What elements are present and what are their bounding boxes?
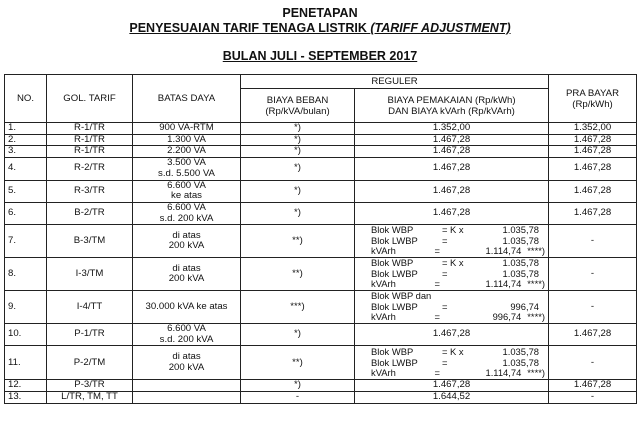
blok-line [371, 279, 545, 290]
table-row [5, 180, 637, 202]
cell-beban: **) [241, 346, 355, 380]
cell-pakai: 1.467,28 [355, 380, 549, 392]
cell-pakai: 1.644,52 [355, 391, 549, 403]
blok-value: 1.035,78 [502, 257, 540, 269]
cell-beban: *) [241, 180, 355, 202]
table-row [5, 123, 637, 135]
batas-line2: 200 kVA [168, 361, 205, 373]
batas-line2: s.d. 5.500 VA [158, 167, 215, 179]
cell-gol: R-1/TR [47, 123, 133, 135]
cell-gol: P-3/TR [47, 380, 133, 392]
table-row [5, 146, 637, 158]
blok-note [539, 347, 545, 358]
table-row [5, 391, 637, 403]
cell-beban: *) [241, 202, 355, 224]
blok-line [371, 246, 545, 257]
blok-operator: = [434, 311, 440, 323]
batas-line2: s.d. 200 kVA [159, 333, 214, 345]
cell-no: 4. [5, 157, 47, 180]
col-header-beban [241, 89, 355, 123]
cell-beban: *) [241, 324, 355, 346]
blok-label: Blok LWBP [371, 300, 418, 312]
blok-line [371, 347, 545, 358]
cell-gol: B-3/TM [47, 225, 133, 258]
cell-no: 10. [5, 324, 47, 346]
cell-gol: R-1/TR [47, 146, 133, 158]
blok-value: 996,74 [492, 311, 522, 323]
blok-value: 1.035,78 [502, 356, 540, 368]
cell-batas [133, 346, 241, 380]
blok-operator: = [441, 300, 448, 312]
doc-title: PENETAPAN [282, 6, 358, 20]
cell-pakai: 1.467,28 [355, 157, 549, 180]
beban-line1: BIAYA BEBAN [266, 94, 329, 106]
table-row [5, 324, 637, 346]
blok-label: kVArh [371, 278, 396, 290]
cell-gol: I-4/TT [47, 291, 133, 324]
cell-batas [133, 180, 241, 202]
cell-batas [133, 202, 241, 224]
cell-pakai: 1.467,28 [355, 134, 549, 146]
col-header-gol: GOL. TARIF [47, 75, 133, 123]
batas-line1: di atas [172, 229, 201, 241]
batas-line1: 3.500 VA [167, 157, 206, 169]
cell-pra: - [549, 291, 637, 324]
blok-operator: = K x [441, 345, 464, 357]
cell-pra: - [549, 346, 637, 380]
blok-operator: = [441, 356, 448, 368]
cell-pra: 1.467,28 [549, 202, 637, 224]
blok-label: kVArh [371, 367, 396, 379]
batas-line1: di atas [172, 262, 201, 274]
blok-operator [442, 291, 483, 302]
cell-no: 7. [5, 225, 47, 258]
cell-pakai: 1.467,28 [355, 146, 549, 158]
blok-label: kVArh [371, 311, 396, 323]
cell-gol: L/TR, TM, TT [47, 391, 133, 403]
blok-label: Blok LWBP [371, 267, 418, 279]
cell-batas [133, 157, 241, 180]
cell-pakai [355, 225, 549, 258]
table-row [5, 157, 637, 180]
blok-note: ****) [527, 367, 545, 379]
blok-operator: = [441, 234, 448, 246]
doc-period: BULAN JULI - SEPTEMBER 2017 [222, 49, 418, 63]
blok-value: 1.114,74 [485, 245, 522, 257]
col-header-no: NO. [5, 75, 47, 123]
blok-note [539, 291, 545, 302]
batas-line2: s.d. 200 kVA [159, 212, 214, 224]
cell-beban: *) [241, 123, 355, 135]
cell-gol: I-3/TM [47, 258, 133, 291]
cell-gol: P-1/TR [47, 324, 133, 346]
table-row [5, 225, 637, 258]
cell-beban: - [241, 391, 355, 403]
col-header-pra [549, 75, 637, 123]
pra-line2: (Rp/kWh) [572, 98, 613, 110]
cell-pra: - [549, 391, 637, 403]
batas-line2: ke atas [171, 190, 202, 202]
cell-no: 13. [5, 391, 47, 403]
cell-pra: 1.467,28 [549, 134, 637, 146]
batas-line1: di atas [172, 351, 201, 363]
cell-gol: R-3/TR [47, 180, 133, 202]
blok-value: 1.114,74 [485, 367, 522, 379]
pakai-line2: DAN BIAYA kVArh (Rp/kVArh) [388, 105, 515, 117]
cell-beban: ***) [241, 291, 355, 324]
cell-pra: 1.467,28 [549, 157, 637, 180]
cell-pra: 1.467,28 [549, 146, 637, 158]
col-header-batas: BATAS DAYA [133, 75, 241, 123]
cell-pakai: 1.467,28 [355, 324, 549, 346]
table-row [5, 380, 637, 392]
blok-operator: = K x [441, 257, 464, 269]
cell-batas [133, 225, 241, 258]
batas-line2: 200 kVA [168, 273, 205, 285]
pakai-line1: BIAYA PEMAKAIAN (Rp/kWh) [387, 94, 516, 106]
cell-gol: B-2/TR [47, 202, 133, 224]
cell-batas [133, 391, 241, 403]
cell-no: 8. [5, 258, 47, 291]
cell-no: 9. [5, 291, 47, 324]
blok-note: ****) [527, 311, 545, 323]
cell-beban: *) [241, 134, 355, 146]
blok-value: 1.035,78 [502, 345, 540, 357]
cell-beban: **) [241, 225, 355, 258]
table-row [5, 291, 637, 324]
col-header-pakai [355, 89, 549, 123]
blok-value: 1.035,78 [502, 234, 540, 246]
cell-batas [133, 123, 241, 135]
blok-line [371, 312, 545, 323]
pra-line1: PRA BAYAR [566, 87, 619, 99]
cell-pakai: 1.467,28 [355, 202, 549, 224]
batas-line2: 200 kVA [168, 240, 205, 252]
cell-pakai: 1.352,00 [355, 123, 549, 135]
cell-beban: **) [241, 258, 355, 291]
blok-label: Blok WBP [371, 257, 414, 269]
cell-batas [133, 146, 241, 158]
cell-pra: 1.352,00 [549, 123, 637, 135]
blok-label: Blok WBP [371, 224, 414, 236]
blok-label: Blok WBP [371, 345, 414, 357]
batas-line1: 6.600 VA [167, 201, 206, 213]
cell-pra: - [549, 258, 637, 291]
table-row [5, 202, 637, 224]
blok-operator: = [434, 367, 440, 379]
cell-beban: *) [241, 380, 355, 392]
blok-operator: = K x [441, 224, 464, 236]
blok-value: 1.114,74 [485, 278, 522, 290]
blok-value: 996,74 [510, 300, 540, 312]
cell-no: 11. [5, 346, 47, 380]
blok-operator: = [441, 267, 448, 279]
batas-line1: 1.300 VA [167, 133, 206, 145]
cell-no: 1. [5, 123, 47, 135]
batas-line1: 2.200 VA [167, 145, 206, 157]
cell-batas [133, 134, 241, 146]
cell-pra: 1.467,28 [549, 180, 637, 202]
cell-gol: P-2/TM [47, 346, 133, 380]
batas-line1: 6.600 VA [167, 179, 206, 191]
cell-batas [133, 258, 241, 291]
blok-label: kVArh [371, 245, 396, 257]
blok-note: ****) [527, 278, 545, 290]
cell-no: 6. [5, 202, 47, 224]
blok-label: Blok WBP dan [371, 290, 432, 302]
cell-beban: *) [241, 157, 355, 180]
cell-gol: R-2/TR [47, 157, 133, 180]
blok-label: Blok LWBP [371, 356, 418, 368]
cell-pakai [355, 291, 549, 324]
col-header-reguler: REGULER [241, 75, 549, 89]
cell-no: 3. [5, 146, 47, 158]
cell-beban: *) [241, 146, 355, 158]
blok-value: 1.035,78 [502, 224, 540, 236]
blok-value: 1.035,78 [502, 267, 540, 279]
batas-line1: 30.000 kVA ke atas [145, 300, 228, 312]
cell-pra: 1.467,28 [549, 324, 637, 346]
blok-note [539, 225, 545, 236]
blok-operator: = [434, 245, 440, 257]
cell-gol: R-1/TR [47, 134, 133, 146]
blok-line [371, 368, 545, 379]
doc-subtitle-italic: (TARIFF ADJUSTMENT) [370, 21, 511, 35]
blok-operator: = [434, 278, 440, 290]
cell-no: 12. [5, 380, 47, 392]
tariff-table [4, 74, 637, 404]
cell-pra: 1.467,28 [549, 380, 637, 392]
blok-note [539, 258, 545, 269]
cell-pakai: 1.467,28 [355, 180, 549, 202]
cell-batas [133, 380, 241, 392]
batas-line1: 6.600 VA [167, 323, 206, 335]
tariff-rows [5, 123, 637, 404]
doc-subtitle-main: PENYESUAIAN TARIF TENAGA LISTRIK [129, 21, 371, 35]
blok-label: Blok LWBP [371, 234, 418, 246]
table-row [5, 258, 637, 291]
cell-pakai [355, 258, 549, 291]
cell-pakai [355, 346, 549, 380]
doc-subtitle [0, 21, 640, 35]
cell-no: 2. [5, 134, 47, 146]
cell-pra: - [549, 225, 637, 258]
blok-note: ****) [527, 245, 545, 257]
batas-line1: 900 VA-RTM [159, 122, 214, 133]
cell-batas [133, 324, 241, 346]
cell-batas [133, 291, 241, 324]
cell-no: 5. [5, 180, 47, 202]
table-row [5, 134, 637, 146]
table-row [5, 346, 637, 380]
beban-line2: (Rp/kVA/bulan) [265, 105, 330, 117]
